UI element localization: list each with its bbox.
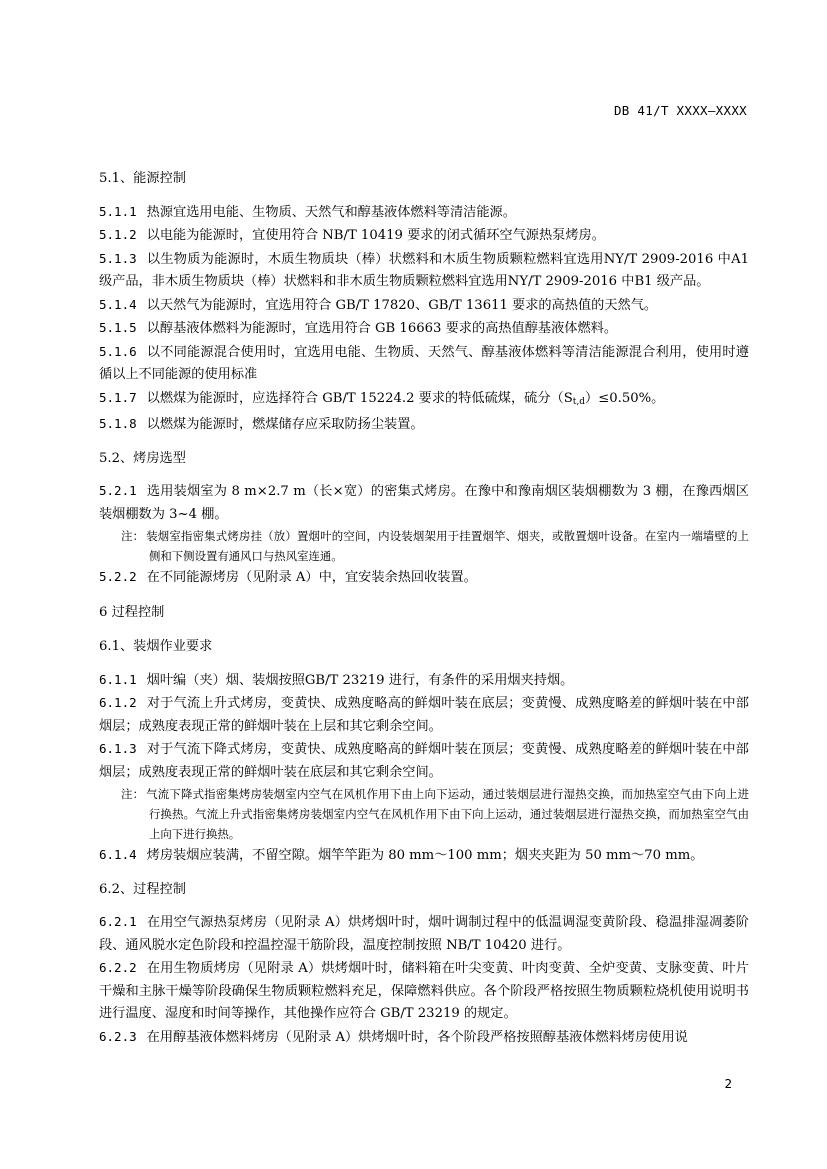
note-text: 气流下降式指密集烤房装烟室内空气在风机作用下由上向下运动，通过装烟层进行湿热交换，而加热室空气由下向上进行换热。气流上升式指密集烤房装烟室内空气在风机作用下由下向上运动，通过装烟层进行湿热交换，而加热室空气由上向下进行换热。 xyxy=(146,787,749,841)
clause-text: 以不同能源混合使用时，宜选用电能、生物质、天然气、醇基液体燃料等清洁能源混合利用，使用时遵循以上不同能源的使用标准 xyxy=(99,344,749,382)
clause-5-1-3 xyxy=(99,248,749,294)
clause-text: 以天然气为能源时，宜选用符合 GB/T 17820、GB/T 13611 要求的高热值的天然气。 xyxy=(146,297,658,313)
clause-6-1-4 xyxy=(99,844,749,868)
note-5-2 xyxy=(99,526,749,566)
clause-6-1-3 xyxy=(99,738,749,784)
section-heading-6-1: 6.1、装烟作业要求 xyxy=(99,639,213,654)
note-6-1 xyxy=(99,784,749,844)
clause-5-1-7 xyxy=(99,387,749,414)
clause-number: 5.1.4 xyxy=(99,296,137,312)
clause-6-2-1 xyxy=(99,911,749,957)
clause-number: 6.2.2 xyxy=(99,960,137,975)
clause-text: 在用醇基液体燃料烤房（见附录 A）烘烤烟叶时，各个阶段严格按照醇基液体燃料烤房使用说 xyxy=(146,1029,688,1045)
section-heading-6-2: 6.2、过程控制 xyxy=(99,881,186,897)
clause-6-2-3 xyxy=(99,1026,749,1050)
clause-number: 5.1.7 xyxy=(99,389,137,405)
clause-6-2-2 xyxy=(99,957,749,1026)
chapter-heading-6: 6 过程控制 xyxy=(99,604,165,620)
clause-text: 以生物质为能源时，木质生物质块（棒）状燃料和木质生物质颗粒燃料宜选用NY/T 2909-2016 中A1 级产品，非木质生物质块（棒）状燃料和非木质生物质颗粒燃料宜选用NY/T 2909-2016 中B1 级产品。 xyxy=(99,251,749,289)
clause-subscript: t,d xyxy=(572,396,585,407)
clause-number: 6.1.1 xyxy=(99,671,137,687)
clause-6-1-2 xyxy=(99,692,749,738)
clause-number: 5.1.1 xyxy=(99,203,137,219)
clause-6-1-1 xyxy=(99,669,749,693)
clause-5-1-2 xyxy=(99,224,749,248)
clause-text: 热源宜选用电能、生物质、天然气和醇基液体燃料等清洁能源。 xyxy=(146,204,516,220)
clause-text: 选用装烟室为 8 m×2.7 m（长×宽）的密集式烤房。在豫中和豫南烟区装烟棚数为 3 棚，在豫西烟区装烟棚数为 3~4 棚。 xyxy=(99,484,749,522)
clause-5-1-8 xyxy=(99,413,749,437)
clause-number: 6.2.1 xyxy=(99,914,137,929)
clause-number: 5.2.2 xyxy=(99,569,137,584)
clause-5-1-5 xyxy=(99,317,749,341)
clause-number: 5.2.1 xyxy=(99,483,137,498)
clause-5-1-4 xyxy=(99,294,749,318)
clause-number: 5.1.2 xyxy=(99,227,137,242)
clause-5-1-6 xyxy=(99,341,749,387)
clause-text: 以燃煤为能源时，燃煤储存应采取防扬尘装置。 xyxy=(146,417,424,432)
clause-number: 6.1.3 xyxy=(99,741,137,756)
clause-number: 6.1.2 xyxy=(99,695,137,710)
note-label: 注： xyxy=(121,529,145,543)
clause-text: 在用生物质烤房（见附录 A）烘烤烟叶时，储料箱在叶尖变黄、叶肉变黄、全炉变黄、支脉变黄、叶片干燥和主脉干燥等阶段确保生物质颗粒燃料充足，保障燃料供应。各个阶段严格按照生物质颗粒烧机使用说明书进行温度、湿度和时间等操作，其他操作应符合 GB/T 23219 的规定。 xyxy=(99,961,749,1021)
clause-text: 烟叶编（夹）烟、装烟按照GB/T 23219 进行，有条件的采用烟夹持烟。 xyxy=(146,672,574,688)
clause-number: 6.1.4 xyxy=(99,847,137,862)
clause-number: 5.1.6 xyxy=(99,343,137,359)
clause-text: 以电能为能源时，宜使用符合 NB/T 10419 要求的闭式循环空气源热泵烤房。 xyxy=(146,228,605,243)
document-body xyxy=(99,168,749,1049)
clause-text: 以燃煤为能源时，应选择符合 GB/T 15224.2 要求的特低硫煤，硫分（S xyxy=(146,390,573,406)
section-heading-5-2: 5.2、烤房选型 xyxy=(99,450,186,466)
clause-text: 对于气流下降式烤房，变黄快、成熟度略高的鲜烟叶装在顶层；变黄慢、成熟度略差的鲜烟叶装在中部烟层；成熟度表现正常的鲜烟叶装在底层和其它剩余空间。 xyxy=(99,742,749,780)
standard-code: DB 41/T XXXX—XXXX xyxy=(613,103,747,118)
note-text: 装烟室指密集式烤房挂（放）置烟叶的空间，内设装烟架用于挂置烟竿、烟夹，或散置烟叶设备。在室内一端墙壁的上侧和下侧设置有通风口与热风室连通。 xyxy=(146,529,749,563)
clause-number: 5.1.8 xyxy=(99,416,137,431)
note-label: 注： xyxy=(121,787,145,801)
clause-5-2-2 xyxy=(99,566,749,590)
clause-5-1-1 xyxy=(99,201,749,225)
clause-text: 烤房装烟应装满，不留空隙。烟竿竿距为 80 mm～100 mm；烟夹夹距为 50 mm～70 mm。 xyxy=(146,848,704,863)
section-heading-5-1: 5.1、能源控制 xyxy=(99,171,186,186)
clause-number: 6.2.3 xyxy=(99,1028,137,1044)
clause-text: 在用空气源热泵烤房（见附录 A）烘烤烟叶时，烟叶调制过程中的低温调湿变黄阶段、稳温排湿凋萎阶段、通风脱水定色阶段和控温控湿干筋阶段，温度控制按照 NB/T 10420 进行。 xyxy=(99,915,749,953)
page-number: 2 xyxy=(724,1076,732,1091)
clause-text-end: ）≤0.50%。 xyxy=(585,390,665,406)
clause-number: 5.1.5 xyxy=(99,320,137,335)
clause-text: 在不同能源烤房（见附录 A）中，宜安装余热回收装置。 xyxy=(146,570,477,585)
clause-5-2-1 xyxy=(99,480,749,526)
clause-number: 5.1.3 xyxy=(99,250,137,266)
clause-text: 对于气流上升式烤房，变黄快、成熟度略高的鲜烟叶装在底层；变黄慢、成熟度略差的鲜烟叶装在中部烟层；成熟度表现正常的鲜烟叶装在上层和其它剩余空间。 xyxy=(99,696,749,734)
clause-text: 以醇基液体燃料为能源时，宜选用符合 GB 16663 要求的高热值醇基液体燃料。 xyxy=(146,321,618,336)
